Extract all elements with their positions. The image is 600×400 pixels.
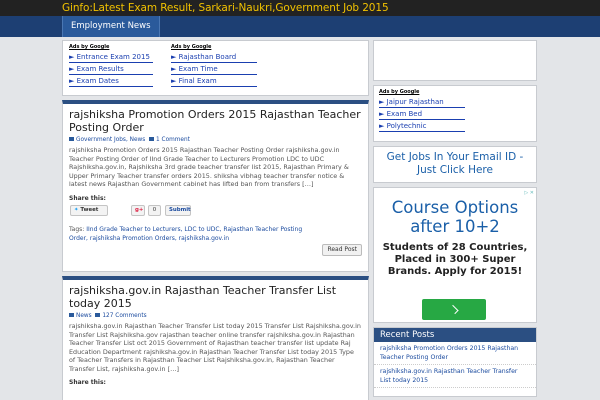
stumbleupon-submit-button[interactable]: Submit — [165, 205, 191, 216]
course-ad-go-button[interactable] — [422, 299, 486, 320]
recent-posts-heading: Recent Posts — [374, 328, 536, 342]
folder-icon — [69, 313, 74, 317]
post-comments-link[interactable]: 1 Comment — [156, 137, 190, 143]
sidebar — [373, 40, 537, 400]
site-title[interactable]: Ginfo:Latest Exam Result, Sarkari-Naukri,Government Job 2015 — [62, 2, 389, 14]
ad-link-jaipur-rajasthan[interactable]: ► Jaipur Rajasthan — [379, 98, 465, 108]
email-subscribe-line-2: Just Click Here — [417, 163, 493, 176]
post-title[interactable]: rajshiksha.gov.in Rajasthan Teacher Transfer List today 2015 — [69, 284, 337, 310]
share-label: Share this: — [69, 194, 106, 202]
top-ad-unit — [62, 40, 369, 96]
post-card — [62, 276, 369, 400]
course-ad-title: Course Options after 10+2 — [391, 198, 519, 236]
twitter-icon: ✦ — [74, 206, 79, 213]
course-ad-subtitle: Students of 28 Countries, Placed in 300+ Super Brands. Apply for 2015! — [382, 242, 528, 277]
post-excerpt: rajshiksha Promotion Orders 2015 Rajasthan Teacher Posting Order rajshiksha.gov.in Teacher Posting Order of IInd Grade Teacher to Lecturers Promotion LDC to UDC Rajshiksha.gov.in, Rajshiksha 3rd grade teacher transfer list 2015, Rajasthan Primary & Upper Primary Teacher transfer orders 2015. shiksha vibhag teacher transfer notice & latest news Rajasthan Government cabinet has lifted ban from transfers […] — [69, 146, 349, 188]
post-categories[interactable]: Government Jobs, News — [76, 137, 146, 143]
chevron-right-icon — [449, 305, 458, 314]
share-label: Share this: — [69, 379, 106, 386]
tweet-button[interactable] — [70, 205, 108, 216]
main-navigation — [0, 16, 600, 37]
top-bar — [0, 0, 600, 16]
google-plus-button[interactable]: g+ — [131, 205, 145, 216]
ad-column-1 — [69, 44, 153, 89]
post-tags — [69, 225, 309, 243]
post-categories[interactable]: News — [76, 313, 92, 319]
adchoices-icon[interactable]: ▷ ✕ — [524, 190, 534, 196]
comment-icon — [95, 313, 100, 317]
ad-link-final-exam[interactable]: ► Final Exam — [171, 77, 257, 87]
ad-column-2 — [171, 44, 257, 89]
tags-label: Tags: — [69, 225, 85, 233]
course-options-ad[interactable] — [373, 187, 537, 323]
tweet-label: Tweet — [80, 206, 99, 213]
email-subscribe-box[interactable] — [373, 146, 537, 183]
ad-link-polytechnic[interactable]: ► Polytechnic — [379, 122, 465, 132]
post-meta — [69, 137, 361, 143]
google-plus-count: 0 — [148, 205, 161, 216]
recent-post-link[interactable]: rajshiksha.gov.in Rajasthan Teacher Transfer List today 2015 — [374, 365, 536, 388]
post-comments-link[interactable]: 127 Comments — [102, 313, 147, 319]
ads-by-google-label[interactable]: Ads by Google — [379, 89, 420, 95]
post-meta — [69, 313, 361, 319]
tag-links[interactable]: IInd Grade Teacher to Lecturers, LDC to UDC, Rajasthan Teacher Posting Order, rajshiksha Promotion Orders, rajshiksha.gov.in — [69, 225, 303, 242]
recent-posts-widget — [373, 327, 537, 397]
ads-by-google-label[interactable]: Ads by Google — [69, 44, 110, 50]
sidebar-ad-blank — [373, 40, 537, 81]
sidebar-link-ads — [373, 85, 537, 142]
folder-icon — [69, 137, 74, 141]
ad-link-exam-bed[interactable]: ► Exam Bed — [379, 110, 465, 120]
share-buttons — [69, 205, 361, 219]
ad-link-rajasthan-board[interactable]: ► Rajasthan Board — [171, 53, 257, 63]
comment-icon — [149, 137, 154, 141]
ad-link-exam-time[interactable]: ► Exam Time — [171, 65, 257, 75]
read-post-button[interactable]: Read Post — [322, 244, 362, 256]
email-subscribe-line-1: Get Jobs In Your Email ID - — [386, 151, 524, 163]
post-title[interactable]: rajshiksha Promotion Orders 2015 Rajasthan Teacher Posting Order — [69, 108, 361, 134]
ad-link-exam-dates[interactable]: ► Exam Dates — [69, 77, 153, 87]
post-card — [62, 100, 369, 272]
recent-post-link[interactable]: rajshiksha Promotion Orders 2015 Rajasthan Teacher Posting Order — [374, 342, 536, 365]
ads-by-google-label[interactable]: Ads by Google — [171, 44, 212, 50]
post-excerpt: rajshiksha.gov.in Rajasthan Teacher Transfer List today 2015 Transfer List Rajshiksha.gov.in Transfer List Rajshiksha.gov rajasthan teacher online transfer rajshiksha.gov.in Rajasthan Teacher Transfer List oct 2015 Government of Rajasthan teacher transfer list update Raj Education Department rajshiksha.gov.in Rajasthan Teacher Transfer List today 2015 Type of Teacher Transfers in Rajasthan Teacher List Rajshiksha.gov.in, Rajasthan Teacher Transfer List, rajshiksha.gov.in […] — [69, 322, 361, 373]
ad-link-exam-results[interactable]: ► Exam Results — [69, 65, 153, 75]
main-content — [62, 40, 369, 400]
ad-link-entrance-exam[interactable]: ► Entrance Exam 2015 — [69, 53, 153, 63]
nav-item-employment-news[interactable]: Employment News — [62, 16, 160, 37]
